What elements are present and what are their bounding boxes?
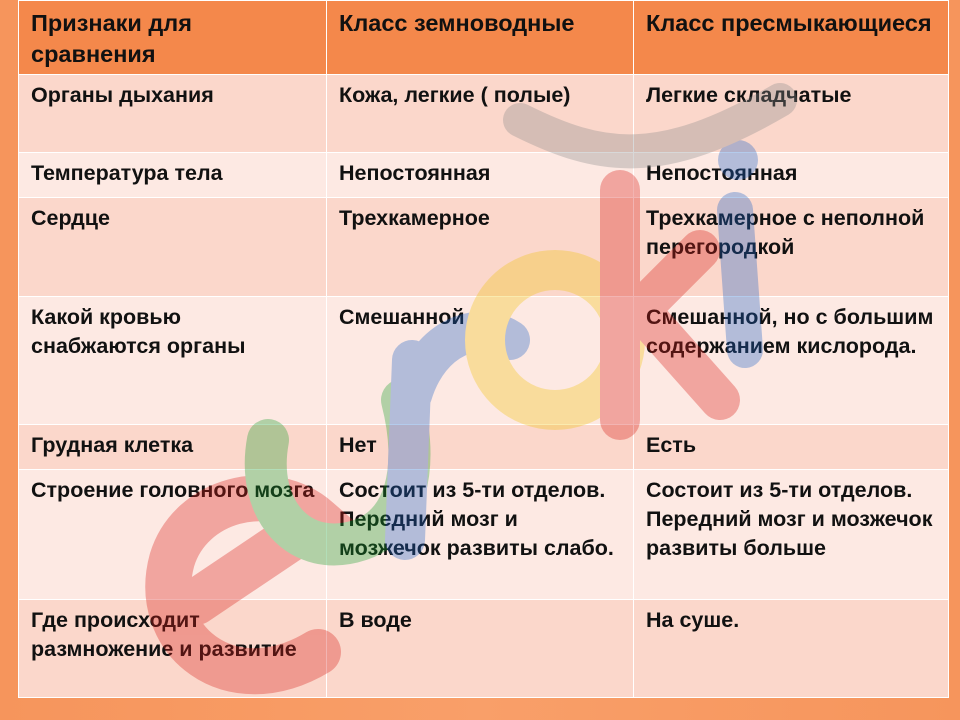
row-feature-cell: Грудная клетка bbox=[19, 425, 327, 470]
table-header-row bbox=[19, 1, 949, 75]
row-amphibian-cell: Смешанной bbox=[327, 297, 634, 425]
row-amphibian-cell: В воде bbox=[327, 600, 634, 698]
header-cell-reptiles: Класс пресмыкающиеся bbox=[634, 1, 949, 75]
table-row bbox=[19, 75, 949, 153]
header-cell-features: Признаки для сравнения bbox=[19, 1, 327, 75]
header-cell-amphibians: Класс земноводные bbox=[327, 1, 634, 75]
row-amphibian-cell: Состоит из 5-ти отделов. Передний мозг и мозжечок развиты слабо. bbox=[327, 470, 634, 600]
row-reptile-cell: Состоит из 5-ти отделов. Передний мозг и мозжечок развиты больше bbox=[634, 470, 949, 600]
row-amphibian-cell: Кожа, легкие ( полые) bbox=[327, 75, 634, 153]
row-feature-cell: Температура тела bbox=[19, 153, 327, 198]
row-reptile-cell: Легкие складчатые bbox=[634, 75, 949, 153]
table-row bbox=[19, 425, 949, 470]
row-reptile-cell: Трехкамерное с неполной перегородкой bbox=[634, 198, 949, 297]
row-feature-cell: Где происходит размножение и развитие bbox=[19, 600, 327, 698]
table-row bbox=[19, 297, 949, 425]
table-row bbox=[19, 470, 949, 600]
row-reptile-cell: На суше. bbox=[634, 600, 949, 698]
row-amphibian-cell: Трехкамерное bbox=[327, 198, 634, 297]
row-reptile-cell: Есть bbox=[634, 425, 949, 470]
table-row bbox=[19, 600, 949, 698]
row-amphibian-cell: Нет bbox=[327, 425, 634, 470]
row-amphibian-cell: Непостоянная bbox=[327, 153, 634, 198]
row-feature-cell: Какой кровью снабжаются органы bbox=[19, 297, 327, 425]
row-reptile-cell: Смешанной, но с большим содержанием кислорода. bbox=[634, 297, 949, 425]
row-feature-cell: Строение головного мозга bbox=[19, 470, 327, 600]
row-feature-cell: Сердце bbox=[19, 198, 327, 297]
comparison-table bbox=[18, 0, 949, 698]
table-row bbox=[19, 198, 949, 297]
table-row bbox=[19, 153, 949, 198]
row-reptile-cell: Непостоянная bbox=[634, 153, 949, 198]
row-feature-cell: Органы дыхания bbox=[19, 75, 327, 153]
